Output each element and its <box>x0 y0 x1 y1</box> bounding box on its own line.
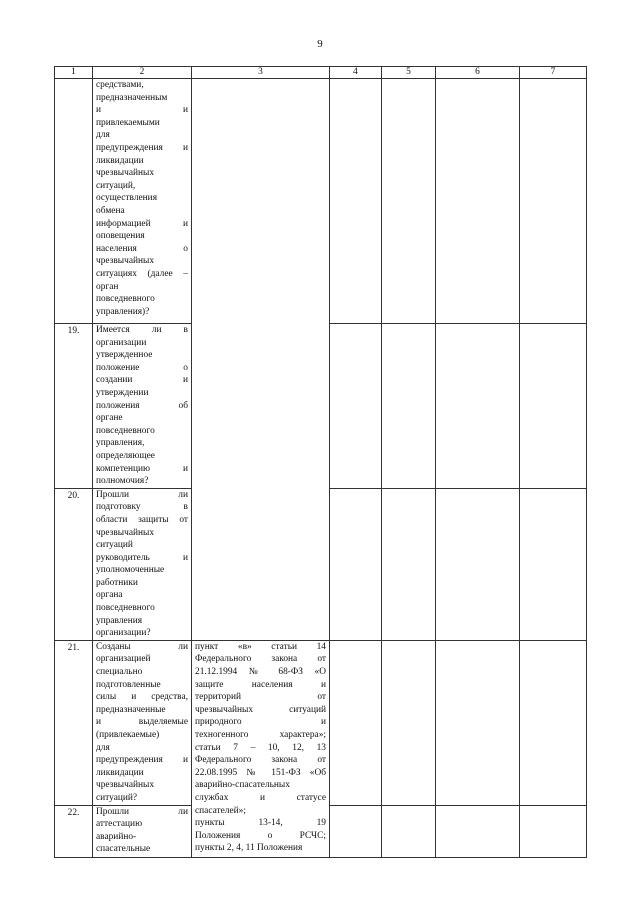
row-number: 20. <box>55 488 93 640</box>
question-cell <box>93 488 192 640</box>
cell-text-line: повседневного <box>96 294 155 305</box>
cell-text-line: защите населения и <box>195 679 326 690</box>
cell-text-line: информацией и <box>96 218 188 229</box>
answer-no-cell <box>382 805 436 857</box>
cell-text-line: населения о <box>96 243 188 254</box>
cell-text-line: предназначенные <box>96 704 166 715</box>
cell-text-line: пункт «в» статьи 14 <box>195 641 326 652</box>
answer-yes-cell <box>330 640 382 805</box>
cell-text-line: создании и <box>96 375 188 386</box>
cell-text-line: полномочия? <box>96 476 149 487</box>
cell-text-line: силы и средства, <box>96 692 188 703</box>
answer-no-cell <box>382 79 436 324</box>
cell-text-line: средствами, <box>96 80 144 90</box>
cell-text-line: органа <box>96 590 123 601</box>
cell-text-line: Прошли ли <box>96 489 188 500</box>
cell-text-line: чрезвычайных <box>96 168 155 179</box>
cell-text-line: Созданы ли <box>96 641 188 652</box>
cell-text-line: компетенцию и <box>96 463 188 474</box>
table-row <box>55 79 587 324</box>
cell-text-line: ликвидации <box>96 155 144 166</box>
note-cell <box>520 324 587 489</box>
header-cell: 6 <box>436 67 520 79</box>
cell-text-line: аварийно-спасательных <box>195 780 290 791</box>
cell-text-line: техногенного характера»; <box>195 730 326 740</box>
cell-text-line: предупреждения и <box>96 755 188 766</box>
cell-text-line: чрезвычайных <box>96 527 155 538</box>
cell-text-line: ситуациях (далее – <box>96 268 188 279</box>
cell-text-line: органе <box>96 413 123 424</box>
cell-text-line: чрезвычайных <box>96 780 155 791</box>
answer-yes-cell <box>330 805 382 857</box>
cell-text-line: организацией <box>96 654 151 665</box>
cell-text-line: ситуаций <box>96 540 133 551</box>
cell-text-line: природного и <box>195 717 326 728</box>
cell-text-line: службах и статусе <box>195 792 326 803</box>
header-cell: 5 <box>382 67 436 79</box>
cell-text-line: подготовку в <box>96 502 188 513</box>
note-cell <box>520 805 587 857</box>
cell-text-line: Федерального закона от <box>195 755 326 766</box>
cell-text-line: повседневного <box>96 603 155 614</box>
legal-reference-cell <box>192 79 330 641</box>
cell-text-line: орган <box>96 281 119 292</box>
cell-text-line: привлекаемыми <box>96 117 160 128</box>
page-number: 9 <box>317 38 323 50</box>
cell-text-line: управления)? <box>96 306 150 317</box>
answer-na-cell <box>436 488 520 640</box>
cell-text-line: спасателей»; <box>195 805 246 816</box>
cell-text-line: Прошли ли <box>96 806 188 817</box>
cell-text-line: организации? <box>96 628 151 639</box>
cell-text-line: Федерального закона от <box>195 654 326 665</box>
answer-na-cell <box>436 640 520 805</box>
answer-na-cell <box>436 79 520 324</box>
cell-text-line: оповещения <box>96 231 145 242</box>
cell-text-line: ликвидации <box>96 767 144 778</box>
answer-no-cell <box>382 488 436 640</box>
cell-text-line: предупреждения и <box>96 142 188 153</box>
row-number: 22. <box>55 805 93 857</box>
cell-text-line: 21.12.1994 № 68-ФЗ «О <box>195 667 326 678</box>
answer-yes-cell <box>330 79 382 324</box>
cell-text-line: и и <box>96 105 188 116</box>
header-cell: 2 <box>93 67 192 79</box>
cell-text-line: определяющее <box>96 450 155 461</box>
cell-text-line: пункты 2, 4, 11 Положения <box>195 843 303 854</box>
inspection-table <box>54 66 587 858</box>
cell-text-line: для <box>96 742 110 753</box>
cell-text-line: Положения о РСЧС; <box>195 830 326 841</box>
cell-text-line: осуществления <box>96 193 158 204</box>
question-cell <box>93 805 192 857</box>
cell-text-line: ситуаций? <box>96 792 138 803</box>
cell-text-line: специально <box>96 667 143 678</box>
cell-text-line: управления, <box>96 438 145 449</box>
cell-text-line: подготовленные <box>96 679 161 690</box>
question-cell <box>93 324 192 489</box>
cell-text-line: пункты 13-14, 19 <box>195 818 326 829</box>
cell-text-line: обмена <box>96 205 125 216</box>
cell-text-line: положения об <box>96 400 188 411</box>
row-number: 21. <box>55 640 93 805</box>
cell-text-line: статьи 7 – 10, 12, 13 <box>195 742 326 753</box>
cell-text-line: повседневного <box>96 425 155 436</box>
legal-reference-cell <box>192 640 330 857</box>
row-number: 19. <box>55 324 93 489</box>
question-cell <box>93 79 192 324</box>
answer-no-cell <box>382 640 436 805</box>
cell-text-line: предназначенным <box>96 92 168 103</box>
question-cell <box>93 640 192 805</box>
answer-na-cell <box>436 324 520 489</box>
answer-yes-cell <box>330 488 382 640</box>
answer-na-cell <box>436 805 520 857</box>
answer-yes-cell <box>330 324 382 489</box>
cell-text-line: и выделяемые <box>96 717 188 728</box>
note-cell <box>520 79 587 324</box>
cell-text-line: уполномоченные <box>96 565 165 576</box>
table-row <box>55 640 587 805</box>
cell-text-line: ситуаций, <box>96 180 136 191</box>
cell-text-line: Имеется ли в <box>96 325 188 335</box>
header-cell: 3 <box>192 67 330 79</box>
cell-text-line: чрезвычайных <box>96 256 155 267</box>
note-cell <box>520 640 587 805</box>
header-cell: 1 <box>55 67 93 79</box>
cell-text-line: положение о <box>96 362 188 373</box>
header-cell: 7 <box>520 67 587 79</box>
table-header-row <box>55 67 587 79</box>
cell-text-line: аварийно- <box>96 831 137 842</box>
cell-text-line: (привлекаемые) <box>96 730 160 740</box>
cell-text-line: спасательные <box>96 844 151 855</box>
cell-text-line: чрезвычайных ситуаций <box>195 704 326 715</box>
cell-text-line: организации <box>96 337 147 348</box>
cell-text-line: 22.08.1995 № 151-ФЗ «Об <box>195 767 326 778</box>
cell-text-line: утверждении <box>96 387 149 398</box>
note-cell <box>520 488 587 640</box>
cell-text-line: для <box>96 130 110 141</box>
cell-text-line: руководитель и <box>96 552 188 563</box>
cell-text-line: территорий от <box>195 692 326 703</box>
cell-text-line: области защиты от <box>96 514 188 525</box>
row-number <box>55 79 93 324</box>
answer-no-cell <box>382 324 436 489</box>
cell-text-line: аттестацию <box>96 819 143 830</box>
header-cell: 4 <box>330 67 382 79</box>
cell-text-line: работники <box>96 577 138 588</box>
cell-text-line: утвержденное <box>96 350 153 361</box>
cell-text-line: управления <box>96 615 143 626</box>
